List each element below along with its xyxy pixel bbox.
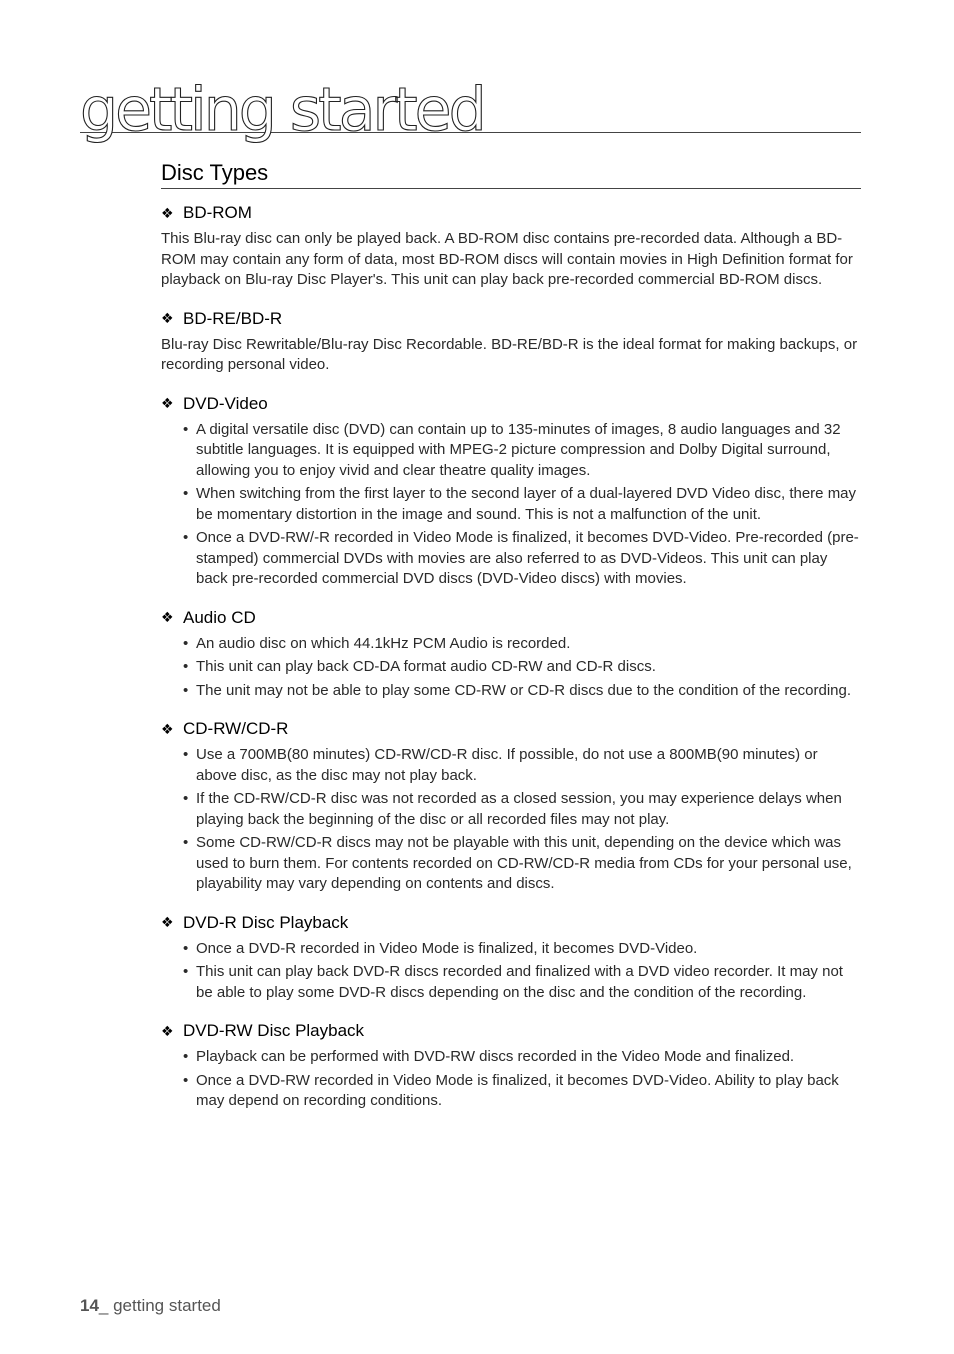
disc-heading: DVD-R Disc Playback bbox=[183, 912, 349, 932]
chapter-title: getting started bbox=[80, 75, 484, 145]
list-item: • Once a DVD-RW/-R recorded in Video Mode is finalized, it becomes DVD-Video. Pre-recorded (pre-stamped) commercial DVDs with movies are also referred to as DVD-Videos. This unit can play back pre-recorded commercial DVD discs (DVD-Video discs) with movies. bbox=[161, 528, 861, 590]
disc-dvd-r-playback bbox=[161, 913, 861, 1004]
disc-description: Blu-ray Disc Rewritable/Blu-ray Disc Recordable. BD-RE/BD-R is the ideal format for making backups, or recording personal video. bbox=[161, 335, 858, 373]
list-item: • This unit can play back DVD-R discs recorded and finalized with a DVD video recorder. It may not be able to play some DVD-R discs depending on the disc and the condition of the recording. bbox=[161, 962, 861, 1003]
disc-heading: DVD-Video bbox=[183, 393, 268, 413]
diamond-bullet-icon: ❖ bbox=[161, 395, 174, 411]
list-item: • Playback can be performed with DVD-RW discs recorded in the Video Mode and finalized. bbox=[161, 1047, 861, 1068]
disc-heading: DVD-RW Disc Playback bbox=[183, 1021, 365, 1040]
disc-cd-rw-cd-r bbox=[161, 719, 861, 895]
list-item: • Use a 700MB(80 minutes) CD-RW/CD-R disc. If possible, do not use a 800MB(90 minutes) or above disc, as the disc may not play back. bbox=[161, 745, 861, 786]
section-title: Disc Types bbox=[161, 160, 861, 189]
list-item: • If the CD-RW/CD-R disc was not recorded as a closed session, you may experience delays when playing back the beginning of the disc or all recorded files may not play. bbox=[161, 789, 861, 830]
diamond-bullet-icon: ❖ bbox=[161, 310, 174, 326]
list-item: • Some CD-RW/CD-R discs may not be playable with this unit, depending on the device which was used to burn them. For contents recorded on CD-RW/CD-R media from CDs for your personal use, playability may vary depending on contents and discs. bbox=[161, 833, 861, 895]
list-item: • Once a DVD-RW recorded in Video Mode is finalized, it becomes DVD-Video. Ability to play back may depend on recording conditions. bbox=[161, 1071, 861, 1112]
diamond-bullet-icon: ❖ bbox=[161, 914, 174, 930]
list-item: • Once a DVD-R recorded in Video Mode is finalized, it becomes DVD-Video. bbox=[161, 939, 861, 960]
diamond-bullet-icon: ❖ bbox=[161, 204, 174, 221]
disc-dvd-rw-playback bbox=[161, 1021, 861, 1112]
page-number: 14 bbox=[80, 1296, 99, 1315]
diamond-bullet-icon: ❖ bbox=[161, 609, 174, 625]
disc-description: This Blu-ray disc can only be played back. A BD-ROM disc contains pre-recorded data. Although a BD-ROM may contain any form of data, most BD-ROM discs will contain movies in High Definition format for playback on Blu-ray Disc Player's. This unit can play back pre-recorded commercial BD-ROM discs. bbox=[161, 230, 853, 288]
footer-label: _ getting started bbox=[98, 1296, 221, 1315]
page-content bbox=[161, 160, 861, 1130]
disc-heading: BD-RE/BD-R bbox=[183, 308, 283, 328]
list-item: • A digital versatile disc (DVD) can contain up to 135-minutes of images, 8 audio languages and 32 subtitle languages. It is equipped with MPEG-2 picture compression and Dolby Digital surround, allowing you to enjoy vivid and clear theatre quality images. bbox=[161, 420, 861, 482]
list-item: • The unit may not be able to play some CD-RW or CD-R discs due to the condition of the recording. bbox=[161, 681, 861, 702]
bullet-list bbox=[161, 634, 861, 702]
bullet-list bbox=[161, 745, 861, 895]
disc-heading: Audio CD bbox=[183, 607, 256, 627]
page-footer bbox=[80, 1296, 221, 1316]
disc-heading: CD-RW/CD-R bbox=[183, 719, 289, 738]
list-item: • An audio disc on which 44.1kHz PCM Audio is recorded. bbox=[161, 634, 861, 655]
diamond-bullet-icon: ❖ bbox=[161, 720, 174, 737]
disc-audio-cd bbox=[161, 608, 861, 702]
disc-heading: BD-ROM bbox=[183, 203, 252, 222]
list-item: • This unit can play back CD-DA format audio CD-RW and CD-R discs. bbox=[161, 657, 861, 678]
disc-dvd-video bbox=[161, 394, 861, 590]
bullet-list bbox=[161, 420, 861, 590]
bullet-list bbox=[161, 1047, 861, 1112]
list-item: • When switching from the first layer to the second layer of a dual-layered DVD Video disc, there may be momentary distortion in the image and sound. This is not a malfunction of the unit. bbox=[161, 484, 861, 525]
diamond-bullet-icon: ❖ bbox=[161, 1022, 174, 1039]
bullet-list bbox=[161, 939, 861, 1004]
disc-bd-rom bbox=[161, 203, 861, 291]
disc-bd-re-bd-r bbox=[161, 309, 861, 376]
chapter-header bbox=[80, 72, 861, 145]
